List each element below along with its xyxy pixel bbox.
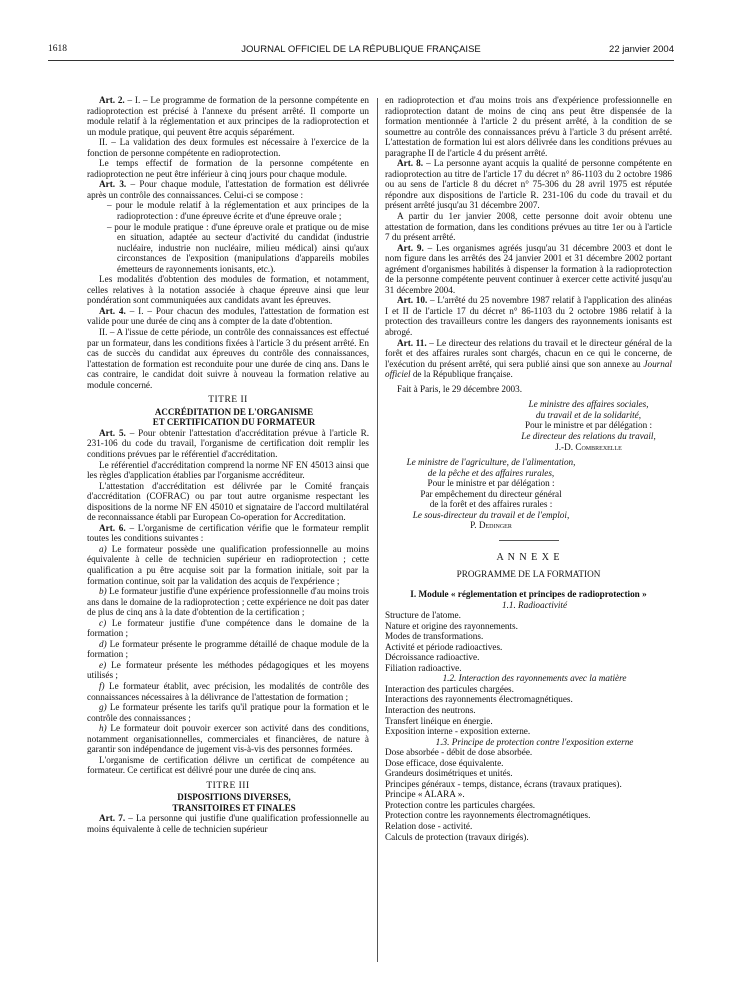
journal-title: JOURNAL OFFICIEL DE LA RÉPUBLIQUE FRANÇAISE (241, 44, 481, 55)
signature-line: Pour le ministre et par délégation : (524, 420, 653, 431)
article-text: – L'organisme de certification vérifie que le formateur remplit toutes les conditions suivantes : (87, 522, 369, 544)
article-2-label: Art. 2. (99, 95, 125, 105)
item-text: Le formateur justifie d'une compétence dans le domaine de la formation ; (87, 617, 369, 639)
article-5-par-3: L'attestation d'accréditation est délivrée par le Comité français d'accréditation (COFRAC) ou par tout autre organisme respectant les dispositions de la norme NF EN 45010 et signataire de l'accord multilatéral de reconnaissance établi par European Co-operation for Accreditation. (87, 480, 369, 523)
signature-line: Le ministre de l'agriculture, de l'alimentation, (406, 457, 576, 468)
article-11-par-1 (385, 338, 672, 380)
list-item: Principe « ALARA ». (385, 789, 465, 800)
list-item: Dose absorbée - débit de dose absorbée. (385, 747, 533, 758)
section-1-2-heading: 1.2. Interaction des rayonnements avec la matière (442, 673, 627, 684)
titre-3-subtitle-2: TRANSITOIRES ET FINALES (172, 802, 296, 813)
article-text: – La personne qui justifie d'une qualification professionnelle au moins équivalente à celle de technicien supérieur (87, 813, 369, 834)
right-column (385, 95, 672, 842)
section-1-2-list (385, 684, 672, 737)
item-letter: b) (99, 586, 107, 597)
item-letter: d) (99, 638, 107, 649)
issue-date: 22 janvier 2004 (609, 44, 674, 55)
article-6-item-g (87, 702, 369, 723)
article-8-label: Art. 8. (397, 158, 424, 169)
article-4-par-1 (87, 306, 369, 327)
list-item: Filiation radioactive. (385, 662, 462, 673)
article-6-item-h (87, 723, 369, 755)
article-3-label: Art. 3. (99, 179, 127, 190)
article-3-bullet-2: – pour le module pratique : d'une épreuve orale et pratique ou de mise en situation, adaptée au secteur d'activité du candidat (industrie nucléaire, industrie non nucléaire, milieu médical) ainsi qu'aux circonstances de l'exposition (manipulations d'appareils mobiles émetteurs de rayonnements ionisants, etc.). (107, 221, 369, 274)
article-3-par-1 (87, 179, 369, 200)
list-item: Protection contre les particules chargées. (385, 799, 536, 810)
article-9-par-1 (385, 243, 672, 296)
header-rule (48, 60, 674, 61)
article-6-label: Art. 6. (99, 522, 126, 533)
list-item: Interaction des particules chargées. (385, 683, 514, 694)
article-5-label: Art. 5. (99, 427, 126, 438)
titre-3-subtitle-1: DISPOSITIONS DIVERSES, (177, 792, 291, 803)
article-6-par-1 (87, 523, 369, 544)
signatory-name: P. Dedinger (470, 520, 512, 531)
article-text: – La personne ayant acquis la qualité de personne compétente en radioprotection au titre de l'article 17 du décret n° 86-1103 du 2 octobre 1986 ou au sens de l'article 8 du décret n° 75-306 du 28 avril 1975 est réputée répondre aux dispositions de l'article R. 231-106 du code du travail et du présent arrêté jusqu'au 31 décembre 2007. (385, 158, 672, 211)
item-text: Le formateur doit pouvoir exercer son activité dans des conditions, notamment organisationnelles, commerciales et financières, de nature à garantir son indépendance de jugement vis-à-vis des personnes formées. (87, 723, 370, 755)
article-text: – Pour obtenir l'attestation d'accréditation prévue à l'article R. 231-106 du code du travail, l'organisme de certification doit remplir les conditions prévues par le référentiel d'accréditation. (87, 427, 369, 459)
signature-line: Le sous-directeur du travail et de l'emploi, (412, 509, 570, 520)
signature-line: Le ministre des affaires sociales, (528, 399, 649, 410)
section-1-1-heading: 1.1. Radioactivité (501, 599, 568, 610)
item-letter: h) (99, 723, 107, 734)
list-item: Dose efficace, dose équivalente. (385, 757, 504, 768)
article-text: – Les organismes agréés jusqu'au 31 décembre 2003 et dont le nom figure dans les arrêtés des 24 janvier 2001 et 31 décembre 2002 portant agrément d'organismes habilités à dispenser la formation à la radioprotection de la personne compétente peuvent continuer à exercer cette activité jusqu'au 31 décembre 2004. (385, 242, 672, 295)
article-9-label: Art. 9. (397, 242, 424, 253)
article-3-par-2: Les modalités d'obtention des modules de formation, et notamment, celles relatives à la notation associée à chaque épreuve ainsi que leur pondération sont communiquées aux candidats avant les épreuves. (87, 274, 369, 306)
article-8-par-2: A partir du 1er janvier 2008, cette personne doit avoir obtenu une attestation de formation, dans les conditions prévues au titre 1er ou à l'article 7 du présent arrêté. (385, 211, 672, 243)
page-header (48, 44, 674, 58)
item-text: Le formateur présente le programme détaillé de chaque module de la formation ; (87, 638, 369, 660)
separator-rule (499, 540, 559, 541)
item-letter: c) (99, 617, 107, 628)
article-6-item-a (87, 544, 369, 586)
titre-3-heading: TITRE III (206, 780, 250, 791)
article-2-par-1 (87, 95, 369, 137)
signatory-name: J.-D. Combrexelle (555, 441, 622, 452)
article-4-par-2: II. – A l'issue de cette période, un contrôle des connaissances est effectué par un formateur, dans les conditions fixées à l'article 3 du présent arrêté. En cas de succès du candidat aux épreuves du contrôle des connaissances, l'attestation de formation est reconduite pour une durée de cinq ans. Dans le cas contraire, le candidat doit suivre à nouveau la formation relative au module concerné. (87, 327, 369, 390)
article-text: – Pour chaque module, l'attestation de formation est délivrée après un contrôle des connaissances. Celui-ci se compose : (87, 179, 370, 200)
journal-reference: Journal officiel (385, 358, 672, 380)
list-item: Exposition interne - exposition externe. (385, 726, 531, 737)
article-6-item-f (87, 681, 369, 702)
article-7-par-1 (87, 813, 369, 834)
page-number: 1618 (48, 44, 67, 54)
list-item: Structure de l'atome. (385, 610, 461, 621)
article-2-par-3: Le temps effectif de formation de la personne compétente en radioprotection ne peut être inférieur à cinq jours pour chaque module. (87, 158, 369, 179)
article-text: – I. – Le programme de formation de la personne compétente en radioprotection est précisé à l'annexe du présent arrêté. Il comporte un module relatif à la réglementation et aux principes de la radioprotection et un module pratique, qui peuvent être acquis séparément. (87, 95, 369, 137)
article-7-label: Art. 7. (99, 813, 126, 824)
article-text: – L'arrêté du 25 novembre 1987 relatif à l'application des alinéas I et II de l'article 17 du décret n° 86-1103 du 2 octobre 1986 relatif à la protection des travailleurs contre les dangers des rayonnements ionisants est abrogé. (385, 295, 673, 338)
item-text: Le formateur justifie d'une expérience professionnelle d'au moins trois ans dans le domaine de la radioprotection ; cette expérience ne doit pas dater de plus de cinq ans à la date d'obtention de la certification ; (87, 586, 369, 618)
module-1-heading: I. Module « réglementation et principes de radioprotection » (410, 588, 647, 599)
signature-line: Le directeur des relations du travail, (521, 430, 656, 441)
signature-line: de la pêche et des affaires rurales, (427, 467, 555, 478)
annexe-heading: A N N E X E (496, 551, 561, 563)
list-item: Transfert linéique en énergie. (385, 715, 493, 726)
column-divider (377, 98, 378, 962)
list-item: Interactions des rayonnements électromagnétiques. (385, 694, 573, 705)
list-item: Calculs de protection (travaux dirigés). (385, 831, 529, 842)
left-column (87, 95, 369, 835)
item-text: Le formateur présente les tarifs qu'il pratique pour la formation et le contrôle des connaissances ; (87, 702, 370, 723)
article-4-label: Art. 4. (99, 305, 126, 316)
article-10-par-1 (385, 295, 672, 337)
signature-block-1 (495, 399, 670, 452)
item-letter: e) (99, 659, 107, 670)
article-8-par-1 (385, 158, 672, 211)
item-letter: g) (99, 702, 107, 713)
article-11-label: Art. 11. (397, 337, 427, 348)
signature-line: Par empêchement du directeur général (420, 488, 562, 499)
article-6-item-e (87, 660, 369, 681)
list-item: Nature et origine des rayonnements. (385, 620, 518, 631)
item-text: Le formateur établit, avec précision, les modalités de contrôle des connaissances nécessaires à la délivrance de l'attestation de formation ; (87, 680, 370, 702)
article-6-item-d (87, 639, 369, 660)
item-text: Le formateur possède une qualification professionnelle au moins équivalente à celle de technicien supérieur en radioprotection ; cette qualification a pu être acquise soit par la formation initiale, soit par la formation continue, soit par la validation des acquis de l'expérience ; (87, 543, 369, 586)
signature-block-2 (385, 457, 585, 531)
article-text: de la République française. (410, 369, 513, 380)
list-item: Protection contre les rayonnements électromagnétiques. (385, 810, 591, 821)
item-letter: a) (99, 543, 107, 554)
signature-line: du travail et de la solidarité, (535, 409, 642, 420)
article-3-bullet-1: – pour le module relatif à la réglementation et aux principes de la radioprotection : d'une épreuve écrite et d'une épreuve orale ; (107, 200, 369, 222)
article-6-item-c (87, 618, 369, 639)
list-item: Grandeurs dosimétriques et unités. (385, 768, 513, 779)
titre-2-subtitle-1: ACCRÉDITATION DE L'ORGANISME (154, 406, 314, 417)
item-text: Le formateur présente les méthodes pédagogiques et les moyens utilisés ; (87, 659, 369, 681)
list-item: Activité et période radioactives. (385, 641, 503, 652)
signature-date: Fait à Paris, le 29 décembre 2003. (397, 383, 523, 394)
article-text: – I. – Pour chacun des modules, l'attestation de formation est valide pour une durée de cinq ans à compter de la date d'obtention. (87, 305, 370, 327)
article-10-label: Art. 10. (397, 295, 428, 306)
article-7-continued: en radioprotection et d'au moins trois ans d'expérience professionnelle en radioprotection datant de moins de cinq ans peut être dispensée de la formation mentionnée à l'article 2 du présent arrêté, à la condition de se soumettre au contrôle des connaissances prévu à l'article 3 du présent arrêté. L'attestation de formation lui est alors délivrée dans les conditions prévues au paragraphe II de l'article 4 du présent arrêté. (385, 95, 672, 158)
article-6-par-2: L'organisme de certification délivre un certificat de compétence au formateur. Ce certificat est délivré pour une durée de cinq ans. (87, 754, 369, 776)
article-6-item-b (87, 586, 369, 618)
section-1-3-list (385, 747, 672, 842)
signature-line: de la forêt et des affaires rurales : (429, 499, 553, 510)
list-item: Relation dose - activité. (385, 821, 473, 831)
titre-2-subtitle-2: ET CERTIFICATION DU FORMATEUR (152, 417, 316, 428)
section-1-3-heading: 1.3. Principe de protection contre l'exposition externe (435, 736, 634, 747)
section-1-1-list (385, 610, 672, 673)
article-5-par-1 (87, 428, 369, 460)
programme-heading: PROGRAMME DE LA FORMATION (456, 569, 601, 580)
titre-2-heading: TITRE II (208, 395, 248, 406)
article-5-par-2: Le référentiel d'accréditation comprend la norme NF EN 45013 ainsi que les règles d'application établies par l'organisme accréditeur. (87, 459, 369, 481)
article-text: – Le directeur des relations du travail et le directeur général de la forêt et des affaires rurales sont chargés, chacun en ce qui le concerne, de l'exécution du présent arrêté, qui sera publié ainsi que son annexe au (385, 337, 672, 369)
article-2-par-2: II. – La validation des deux formules est nécessaire à l'exercice de la fonction de personne compétente en radioprotection. (87, 137, 369, 158)
list-item: Modes de transformations. (385, 631, 484, 642)
item-letter: f) (99, 680, 105, 691)
list-item: Principes généraux - temps, distance, écrans (travaux pratiques). (385, 778, 622, 789)
signature-line: Pour le ministre et par délégation : (427, 478, 555, 489)
list-item: Décroissance radioactive. (385, 652, 480, 663)
list-item: Interaction des neutrons. (385, 704, 476, 715)
